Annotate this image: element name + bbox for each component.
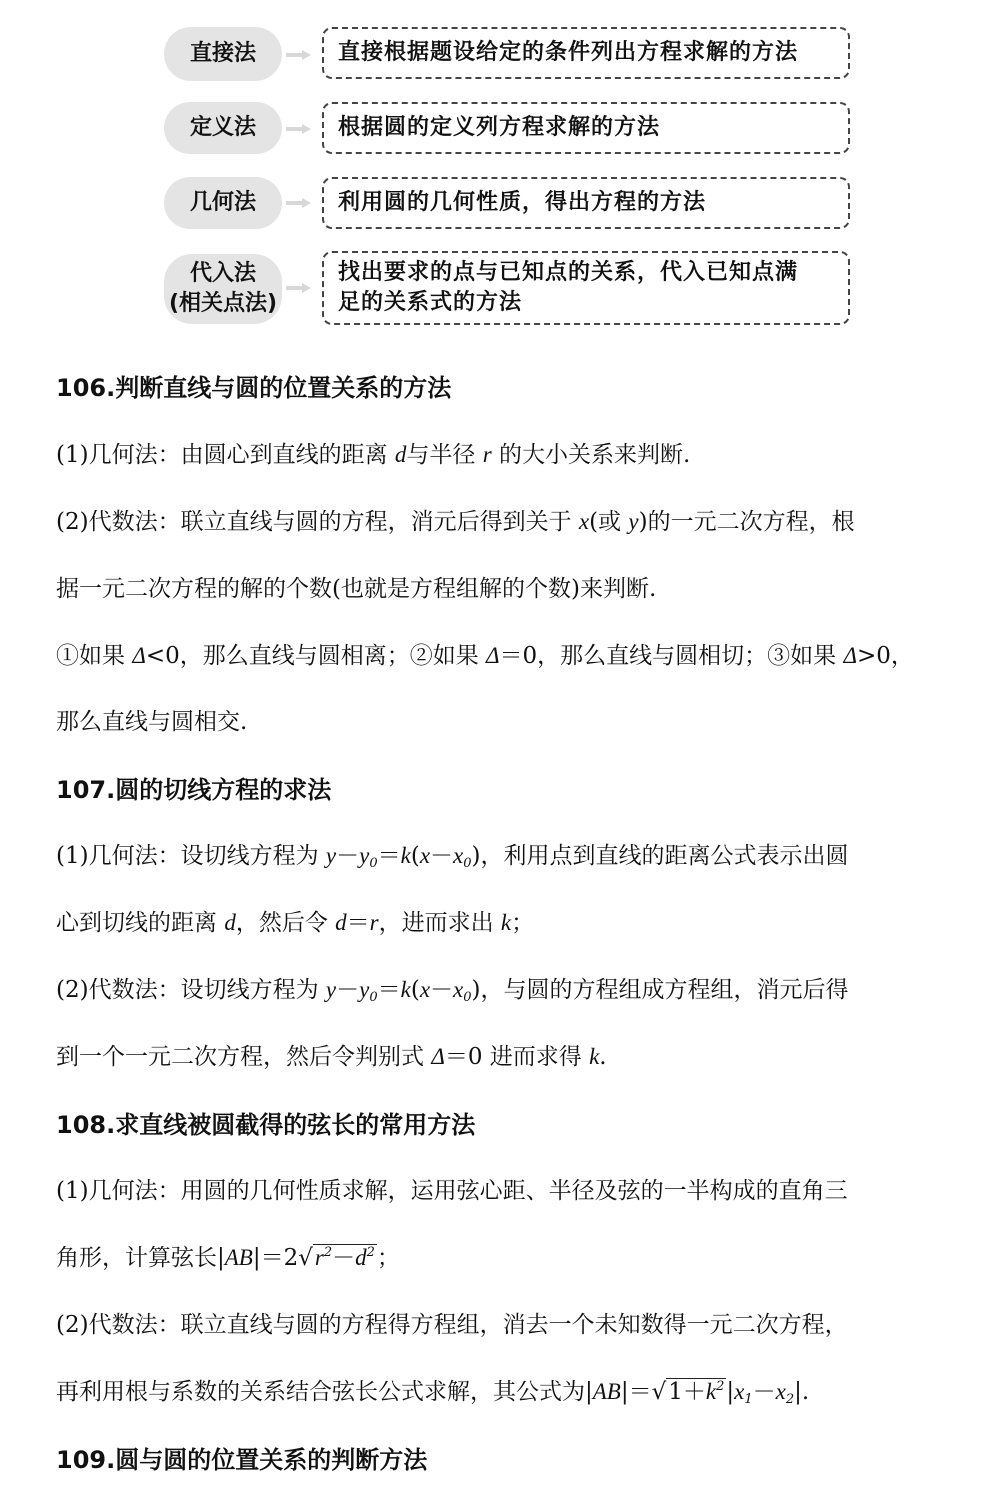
arrow-right-icon xyxy=(286,282,312,294)
method-desc-geometric: 利用圆的几何性质，得出方程的方法 xyxy=(322,177,850,229)
method-desc-line2: 足的关系式的方法 xyxy=(338,290,523,315)
paragraph-106-3b: 那么直线与圆相交. xyxy=(56,709,248,735)
method-label-substitution xyxy=(164,254,282,324)
method-desc-substitution xyxy=(322,251,850,325)
method-label-direct: 直接法 xyxy=(164,27,282,81)
paragraph-106-2b: 据一元二次方程的解的个数(也就是方程组解的个数)来判断. xyxy=(56,576,657,602)
arrow-right-icon xyxy=(286,123,312,135)
paragraph-108-1b: 角形，计算弦长$|AB|=2√r^2-d^2$； xyxy=(56,1245,400,1271)
paragraph-108-2b: 再利用根与系数的关系结合弦长公式求解，其公式为$|AB|=√1+k^2|x_1-x_2|$. xyxy=(56,1379,810,1407)
method-label-definition: 定义法 xyxy=(164,102,282,154)
section-heading-108: 108.求直线被圆截得的弦长的常用方法 xyxy=(56,1111,476,1139)
paragraph-108-1: (1)几何法：用圆的几何性质求解，运用弦心距、半径及弦的一半构成的直角三 xyxy=(56,1178,848,1204)
method-label-geometric: 几何法 xyxy=(164,177,282,229)
section-heading-109: 109.圆与圆的位置关系的判断方法 xyxy=(56,1446,428,1474)
paragraph-106-3: ①如果 Δ<0，那么直线与圆相离；②如果 Δ＝0，那么直线与圆相切；③如果 Δ>0， xyxy=(56,643,914,669)
sqrt-sign-icon: √ xyxy=(651,1379,667,1405)
paragraph-106-1: (1)几何法：由圆心到直线的距离 d与半径 r 的大小关系来判断. xyxy=(56,442,691,468)
paragraph-106-2: (2)代数法：联立直线与圆的方程，消元后得到关于 x(或 y)的一元二次方程，根 xyxy=(56,509,855,535)
section-heading-107: 107.圆的切线方程的求法 xyxy=(56,776,332,804)
sqrt-sign-icon: √ xyxy=(298,1245,313,1271)
paragraph-107-1b: 心到切线的距离 d，然后令 d＝r，进而求出 k； xyxy=(56,910,535,936)
paragraph-107-1: (1)几何法：设切线方程为 $y-y_0=k(x-x_0)$，利用点到直线的距离公式表示出圆 xyxy=(56,843,849,871)
section-heading-106: 106.判断直线与圆的位置关系的方法 xyxy=(56,374,452,402)
arrow-right-icon xyxy=(286,49,312,61)
paragraph-107-2b: 到一个一元二次方程，然后令判别式 Δ＝0 进而求得 k. xyxy=(56,1044,607,1070)
method-label-line1: 代入法 xyxy=(189,261,256,286)
method-label-line2: (相关点法) xyxy=(168,291,278,316)
method-desc-line1: 找出要求的点与已知点的关系，代入已知点满 xyxy=(338,260,799,285)
arrow-right-icon xyxy=(286,197,312,209)
paragraph-108-2: (2)代数法：联立直线与圆的方程得方程组，消去一个未知数得一元二次方程， xyxy=(56,1312,848,1338)
method-desc-direct: 直接根据题设给定的条件列出方程求解的方法 xyxy=(322,27,850,79)
paragraph-107-2: (2)代数法：设切线方程为 $y-y_0=k(x-x_0)$，与圆的方程组成方程组，消元后得 xyxy=(56,977,849,1005)
method-desc-definition: 根据圆的定义列方程求解的方法 xyxy=(322,102,850,154)
